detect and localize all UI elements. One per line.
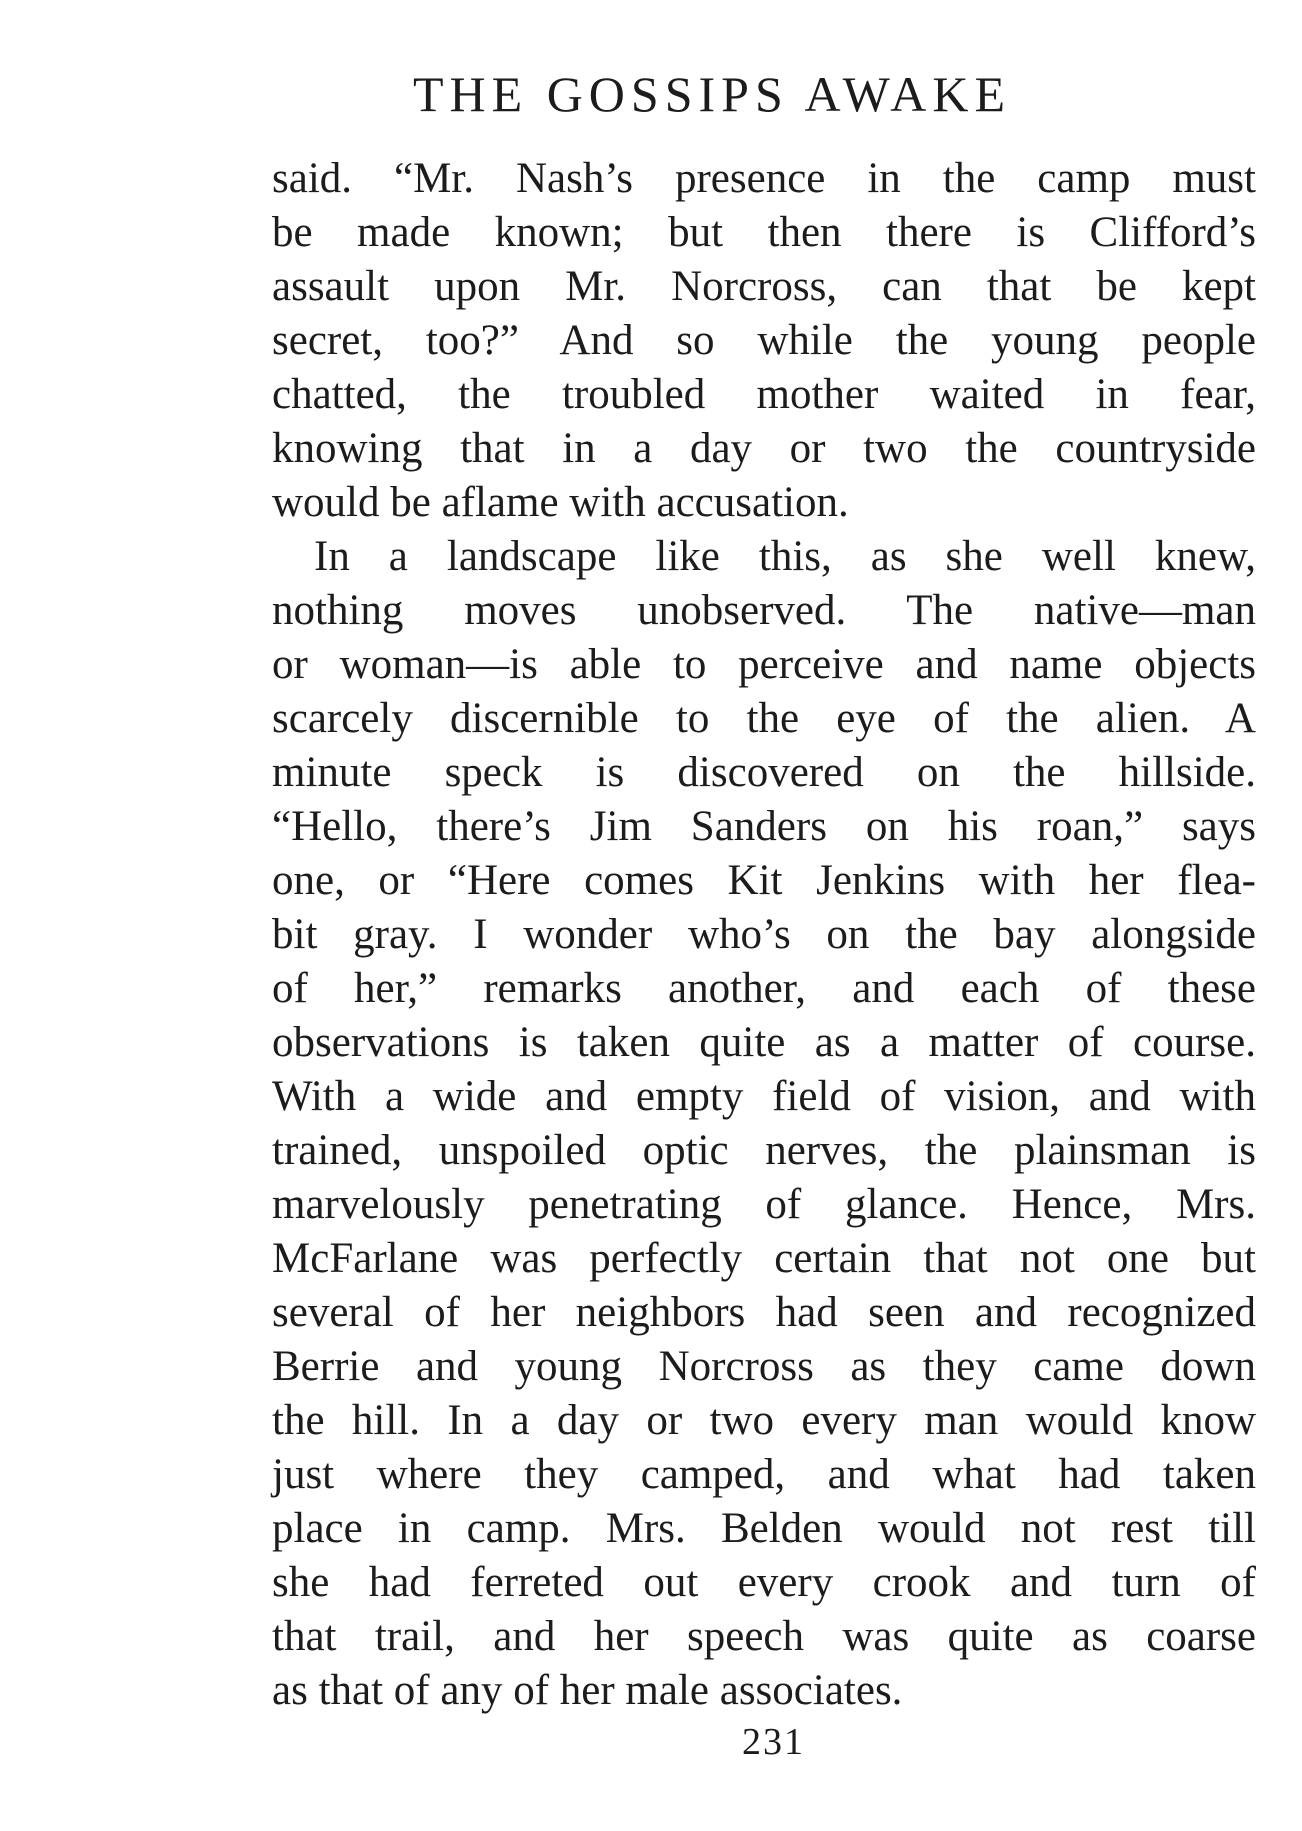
text-line: McFarlane was perfectly certain that not one but [272,1235,1256,1282]
text-line: nothing moves unobserved. The native—man [272,587,1256,634]
text-line: marvelously penetrating of glance. Hence, Mrs. [272,1181,1256,1228]
text-line: In a landscape like this, as she well knew, [314,533,1256,580]
body-text [272,152,1256,1718]
text-line: minute speck is discovered on the hillside. [272,749,1256,796]
text-line: of her,” remarks another, and each of these [272,965,1256,1012]
text-line: bit gray. I wonder who’s on the bay alongside [272,911,1256,958]
page-number: 231 [742,1721,805,1763]
text-line: place in camp. Mrs. Belden would not rest till [272,1505,1256,1552]
text-line: just where they camped, and what had taken [272,1451,1256,1498]
text-line: one, or “Here comes Kit Jenkins with her flea- [272,857,1256,904]
text-line: would be aflame with accusation. [272,479,849,526]
text-line: secret, too?” And so while the young people [272,317,1256,364]
text-line: Berrie and young Norcross as they came down [272,1343,1256,1390]
text-line: knowing that in a day or two the countryside [272,425,1256,472]
text-line: assault upon Mr. Norcross, can that be kept [272,263,1256,310]
text-line: as that of any of her male associates. [272,1667,903,1714]
text-line: that trail, and her speech was quite as coarse [272,1613,1256,1660]
text-line: the hill. In a day or two every man would know [272,1397,1256,1444]
running-head: THE GOSSIPS AWAKE [413,66,1012,122]
text-line: With a wide and empty field of vision, and with [272,1073,1256,1120]
text-line: or woman—is able to perceive and name objects [272,641,1256,688]
text-line: several of her neighbors had seen and recognized [272,1289,1256,1336]
text-line: said. “Mr. Nash’s presence in the camp must [272,155,1256,202]
text-line: be made known; but then there is Clifford’s [272,209,1256,256]
text-line: scarcely discernible to the eye of the alien. A [272,695,1256,742]
text-line: observations is taken quite as a matter of course. [272,1019,1256,1066]
text-line: “Hello, there’s Jim Sanders on his roan,” says [272,803,1256,850]
text-line: chatted, the troubled mother waited in fear, [272,371,1256,418]
text-line: trained, unspoiled optic nerves, the plainsman is [272,1127,1256,1174]
text-line: she had ferreted out every crook and turn of [272,1559,1256,1606]
